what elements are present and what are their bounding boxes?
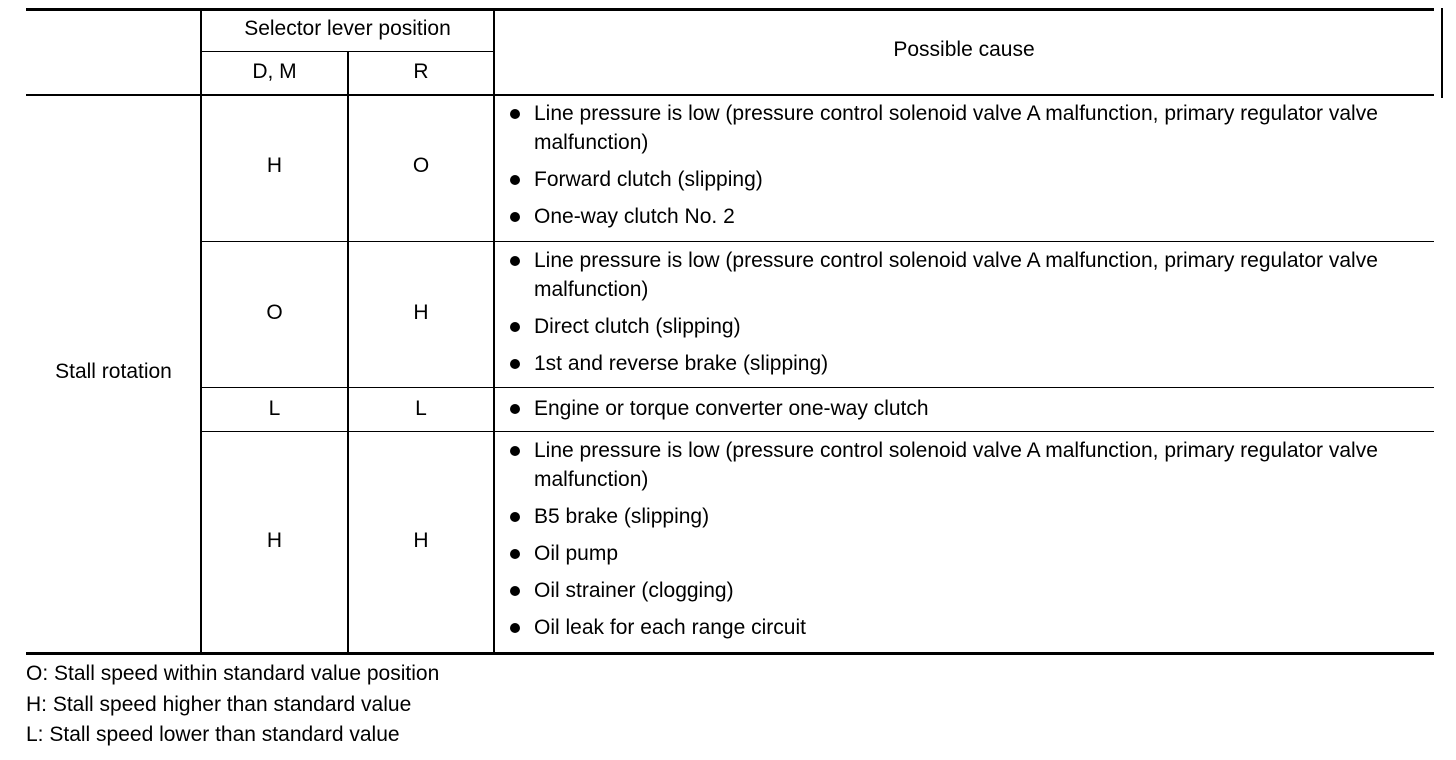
bullet-icon (510, 109, 520, 119)
bullet-icon (510, 322, 520, 332)
bullet-icon (510, 512, 520, 522)
row-3-r-value: L (415, 397, 427, 420)
cause-item: Forward clutch (slipping) (510, 165, 1425, 194)
bullet-icon (510, 175, 520, 185)
cause-item: 1st and reverse brake (slipping) (510, 349, 1425, 378)
cause-item: B5 brake (slipping) (510, 502, 1425, 531)
header-bottom-border (26, 94, 1434, 96)
col-divider-dm-r (347, 51, 349, 654)
legend (26, 659, 439, 751)
bullet-icon (510, 586, 520, 596)
row-label-stall-rotation: Stall rotation (55, 360, 172, 383)
cause-item: Engine or torque converter one-way clutch (510, 394, 1425, 423)
legend-item-o: O: Stall speed within standard value position (26, 662, 440, 685)
header-col-dm: D, M (252, 60, 297, 83)
page-edge-mark (1441, 8, 1443, 98)
cause-item: Line pressure is low (pressure control solenoid valve A malfunction, primary regulator valve malfunction) (510, 246, 1425, 304)
table-bottom-border (26, 652, 1434, 655)
row-1-cause-list (510, 99, 1425, 239)
row-2-dm-value: O (266, 301, 283, 324)
bullet-icon (510, 212, 520, 222)
cause-item: Line pressure is low (pressure control solenoid valve A malfunction, primary regulator valve malfunction) (510, 436, 1425, 494)
header-selector-lever-position: Selector lever position (244, 17, 451, 40)
bullet-icon (510, 256, 520, 266)
bullet-icon (510, 623, 520, 633)
row-divider-3 (201, 431, 1434, 432)
row-divider-1 (201, 241, 1434, 242)
cause-item: Oil pump (510, 539, 1425, 568)
row-4-r-value: H (413, 529, 429, 552)
legend-item-h: H: Stall speed higher than standard value (26, 692, 412, 716)
row-3-cause-list (510, 394, 1425, 431)
bullet-icon (510, 549, 520, 559)
row-4-cause-list (510, 436, 1425, 650)
header-col-r: R (413, 60, 429, 83)
row-divider-2 (201, 387, 1434, 388)
cause-item: Direct clutch (slipping) (510, 312, 1425, 341)
cause-item: One-way clutch No. 2 (510, 202, 1425, 231)
cause-item: Oil strainer (clogging) (510, 576, 1425, 605)
bullet-icon (510, 359, 520, 369)
header-possible-cause: Possible cause (893, 38, 1035, 61)
col-divider-label (200, 8, 202, 654)
col-divider-cause (493, 8, 495, 654)
legend-item-l: L: Stall speed lower than standard value (26, 723, 400, 746)
row-1-dm-value: H (266, 154, 283, 177)
row-2-r-value: H (413, 301, 429, 324)
table-top-border (26, 8, 1434, 11)
bullet-icon (510, 404, 520, 414)
row-3-dm-value: L (268, 397, 281, 420)
row-2-cause-list (510, 246, 1425, 386)
bullet-icon (510, 446, 520, 456)
cause-item: Oil leak for each range circuit (510, 613, 1425, 642)
row-1-r-value: O (412, 154, 430, 177)
cause-item: Line pressure is low (pressure control solenoid valve A malfunction, primary regulator valve malfunction) (510, 99, 1425, 157)
row-4-dm-value: H (266, 529, 283, 552)
